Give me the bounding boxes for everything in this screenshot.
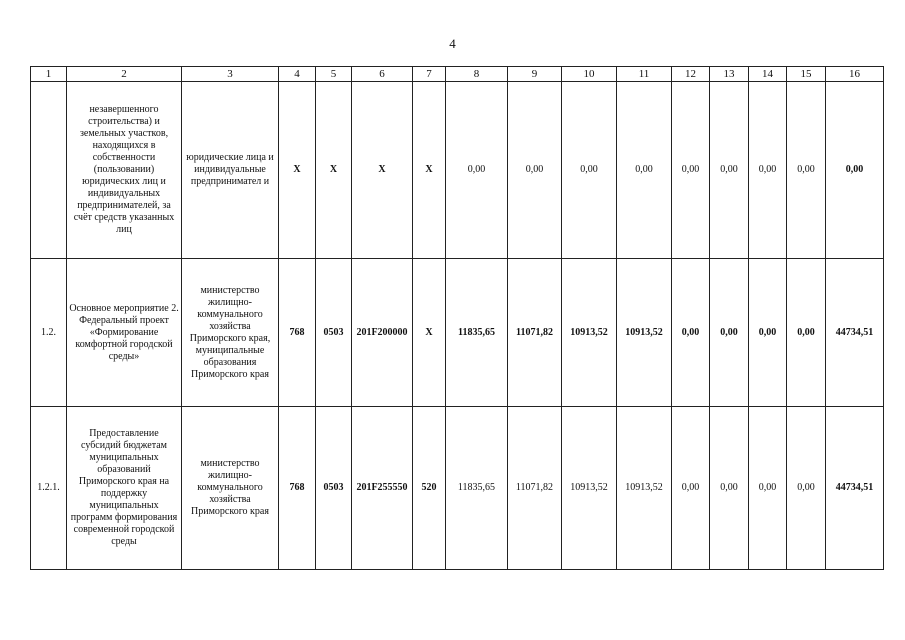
column-header: 11 [617, 67, 672, 82]
column-header: 12 [672, 67, 710, 82]
cell-c12: 0,00 [672, 259, 710, 407]
cell-c13: 0,00 [710, 407, 749, 570]
table-row [31, 407, 884, 570]
cell-c4: 768 [279, 259, 316, 407]
cell-c7: X [413, 82, 446, 259]
column-header: 3 [182, 67, 279, 82]
cell-c16: 44734,51 [826, 259, 884, 407]
cell-c4: 768 [279, 407, 316, 570]
row-number: 1.2. [31, 259, 67, 407]
cell-c5: X [316, 82, 352, 259]
executor: министерство жилищно-коммунального хозяйства Приморского края [182, 407, 279, 570]
cell-c11: 0,00 [617, 82, 672, 259]
cell-c15: 0,00 [787, 259, 826, 407]
cell-c11: 10913,52 [617, 407, 672, 570]
executor: юридические лица и индивидуальные предпринимател и [182, 82, 279, 259]
cell-c16: 0,00 [826, 82, 884, 259]
column-header: 7 [413, 67, 446, 82]
cell-c14: 0,00 [749, 82, 787, 259]
column-header: 9 [508, 67, 562, 82]
column-header: 10 [562, 67, 617, 82]
cell-c8: 11835,65 [446, 407, 508, 570]
page-number: 4 [449, 36, 456, 51]
row-number [31, 82, 67, 259]
column-number-row [31, 67, 884, 82]
column-header: 2 [67, 67, 182, 82]
cell-c7: 520 [413, 407, 446, 570]
cell-c5: 0503 [316, 407, 352, 570]
cell-c16: 44734,51 [826, 407, 884, 570]
cell-c5: 0503 [316, 259, 352, 407]
cell-c9: 0,00 [508, 82, 562, 259]
row-number: 1.2.1. [31, 407, 67, 570]
cell-c9: 11071,82 [508, 259, 562, 407]
cell-c6: X [352, 82, 413, 259]
budget-table [30, 66, 884, 570]
cell-c6: 201F200000 [352, 259, 413, 407]
column-header: 15 [787, 67, 826, 82]
cell-c6: 201F255550 [352, 407, 413, 570]
column-header: 1 [31, 67, 67, 82]
cell-c13: 0,00 [710, 82, 749, 259]
column-header: 16 [826, 67, 884, 82]
column-header: 6 [352, 67, 413, 82]
cell-c14: 0,00 [749, 259, 787, 407]
measure-name: незавершенного строительства) и земельных участков, находящихся в собственности (пользовании) юридических лиц и индивидуальных предпринимателей, за счёт средств указанных лиц [67, 82, 182, 259]
column-header: 8 [446, 67, 508, 82]
measure-name: Предоставление субсидий бюджетам муниципальных образований Приморского края на поддержку муниципальных программ формирования современной городской среды [67, 407, 182, 570]
cell-c4: X [279, 82, 316, 259]
cell-c10: 10913,52 [562, 259, 617, 407]
cell-c9: 11071,82 [508, 407, 562, 570]
cell-c10: 10913,52 [562, 407, 617, 570]
column-header: 5 [316, 67, 352, 82]
column-header: 14 [749, 67, 787, 82]
table-row [31, 259, 884, 407]
cell-c7: X [413, 259, 446, 407]
cell-c10: 0,00 [562, 82, 617, 259]
cell-c15: 0,00 [787, 82, 826, 259]
cell-c12: 0,00 [672, 407, 710, 570]
cell-c15: 0,00 [787, 407, 826, 570]
cell-c13: 0,00 [710, 259, 749, 407]
column-header: 13 [710, 67, 749, 82]
measure-name: Основное мероприятие 2. Федеральный проект «Формирование комфортной городской среды» [67, 259, 182, 407]
cell-c11: 10913,52 [617, 259, 672, 407]
cell-c8: 11835,65 [446, 259, 508, 407]
column-header: 4 [279, 67, 316, 82]
cell-c14: 0,00 [749, 407, 787, 570]
cell-c12: 0,00 [672, 82, 710, 259]
cell-c8: 0,00 [446, 82, 508, 259]
table-row [31, 82, 884, 259]
executor: министерство жилищно-коммунального хозяйства Приморского края, муниципальные образования Приморского края [182, 259, 279, 407]
